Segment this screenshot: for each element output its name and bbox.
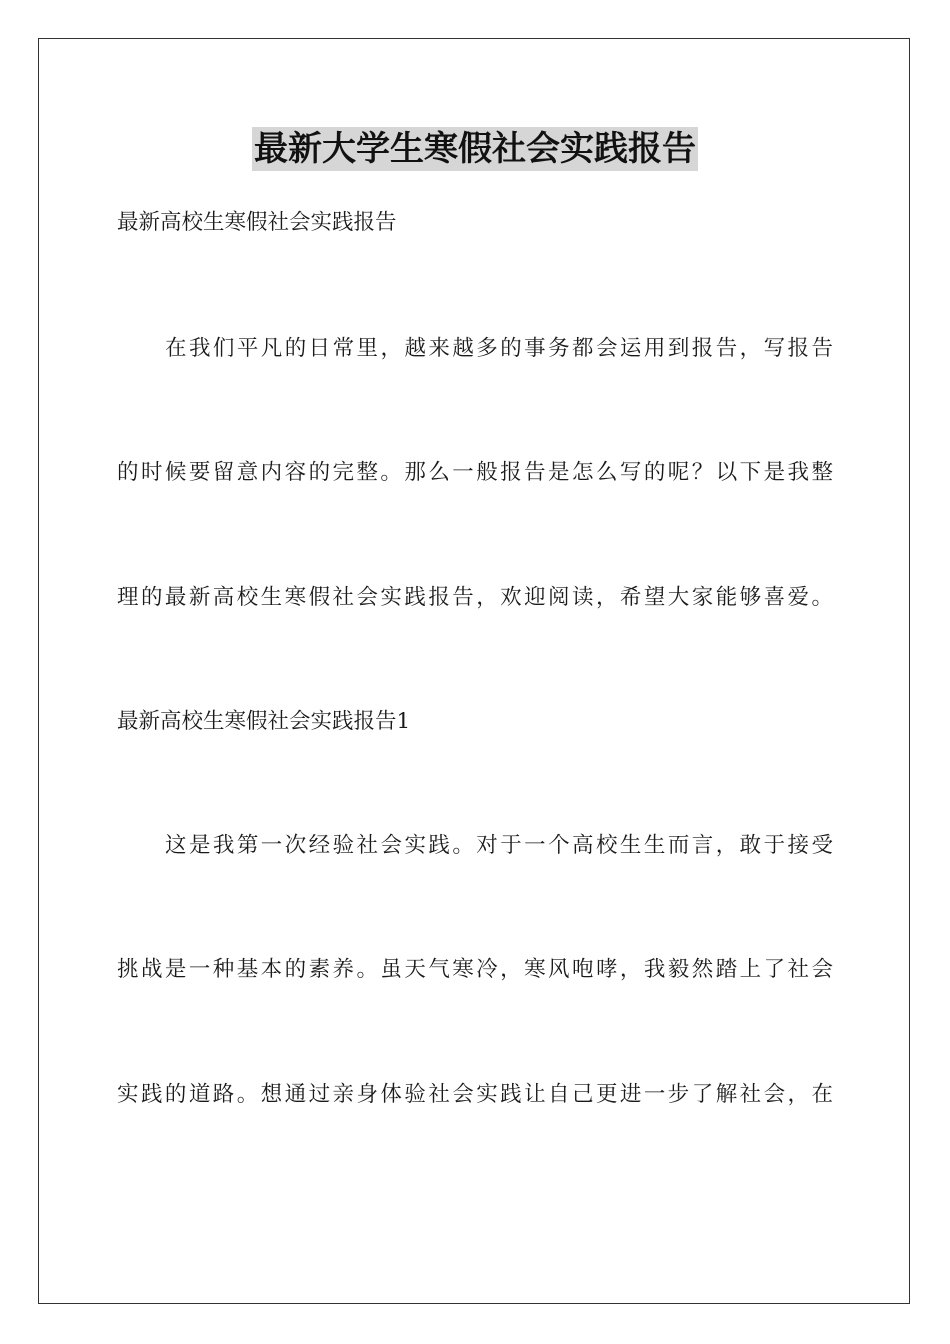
section-heading: 最新高校生寒假社会实践报告1 bbox=[117, 709, 411, 734]
document-title: 最新大学生寒假社会实践报告 bbox=[254, 129, 696, 169]
paragraph-line: 实践的道路。想通过亲身体验社会实践让自己更进一步了解社会，在 bbox=[117, 1082, 833, 1107]
paragraph-line: 这是我第一次经验社会实践。对于一个高校生生而言，敢于接受 bbox=[165, 833, 833, 858]
paragraph-line: 挑战是一种基本的素养。虽天气寒冷，寒风咆哮，我毅然踏上了社会 bbox=[117, 957, 833, 982]
title-container bbox=[0, 127, 950, 171]
paragraph-line: 的时候要留意内容的完整。那么一般报告是怎么写的呢？以下是我整 bbox=[117, 460, 833, 485]
subtitle-line: 最新高校生寒假社会实践报告 bbox=[117, 210, 397, 235]
paragraph-line: 在我们平凡的日常里，越来越多的事务都会运用到报告，写报告 bbox=[165, 336, 833, 361]
paragraph-line: 理的最新高校生寒假社会实践报告，欢迎阅读，希望大家能够喜爱。 bbox=[117, 585, 833, 610]
